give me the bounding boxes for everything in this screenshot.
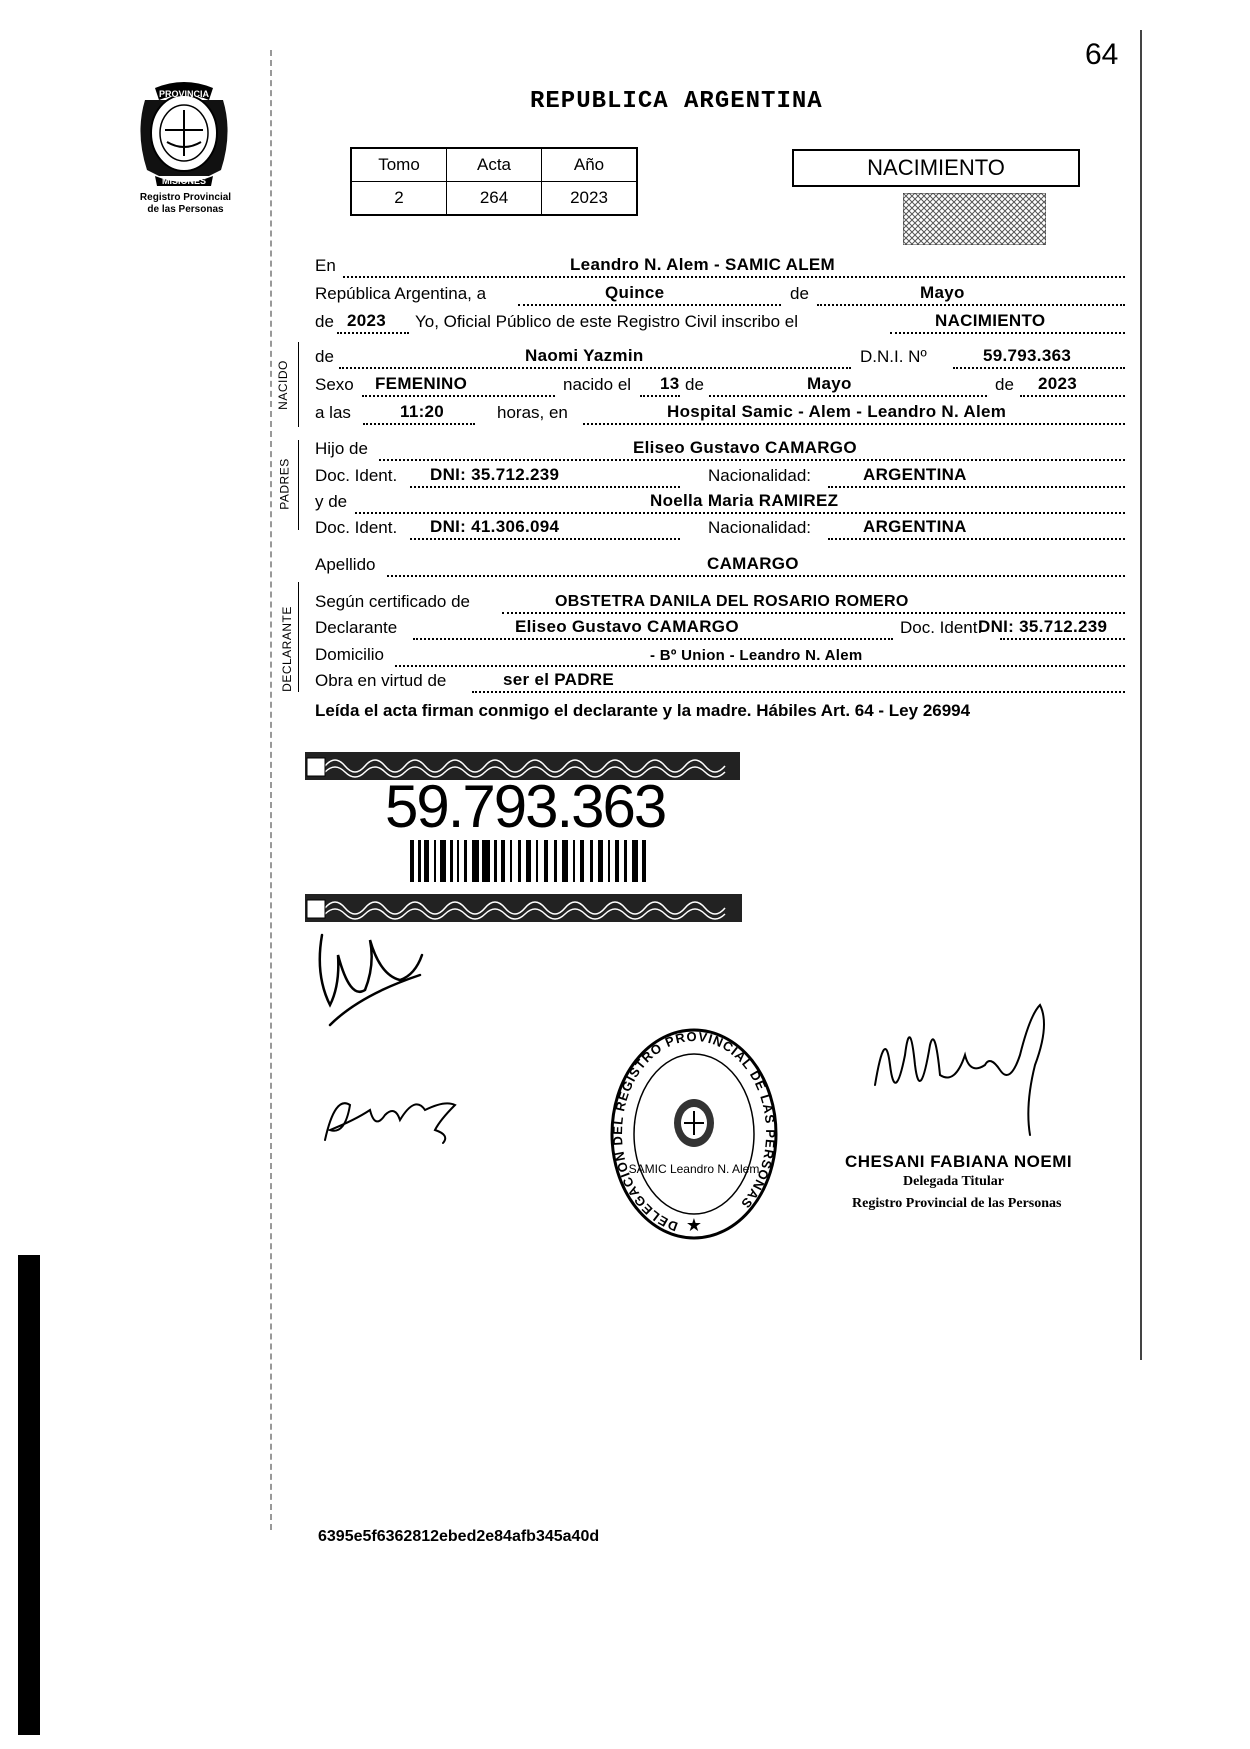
dotted-fill	[817, 286, 1125, 306]
birth-year-value: 2023	[1038, 374, 1078, 393]
section-bracket-declarante	[298, 582, 299, 692]
seal-emblem-icon	[674, 1099, 714, 1147]
obra-label: Obra en virtud de	[315, 671, 447, 690]
de2-label: de	[315, 312, 334, 331]
y-de-label: y de	[315, 492, 348, 511]
de-label: de	[790, 284, 809, 303]
nacido-el-label: nacido el	[563, 375, 632, 394]
row-nombre	[315, 343, 1125, 369]
month-value: Mayo	[920, 283, 965, 302]
name-label: de	[315, 347, 334, 366]
row-madre-doc	[315, 514, 1125, 540]
security-pattern-stamp	[903, 193, 1046, 245]
official-signature	[870, 995, 1055, 1145]
registry-label	[118, 192, 253, 216]
mother-signature	[315, 1075, 465, 1155]
de4-label: de	[995, 375, 1014, 394]
row-fecha-inscripcion	[315, 280, 1125, 306]
official-name: CHESANI FABIANA NOEMI	[845, 1152, 1073, 1171]
apellido-value: CAMARGO	[707, 554, 799, 573]
legal-text: Leída el acta firman conmigo el declarante y la madre. Hábiles Art. 64 - Ley 26994	[315, 701, 971, 720]
sexo-label: Sexo	[315, 375, 354, 394]
emblem-bottom-text: MISIONES	[161, 176, 207, 186]
row-madre	[315, 488, 1125, 514]
de3-label: de	[685, 375, 704, 394]
section-bracket-nacido	[298, 342, 299, 427]
domicilio-label: Domicilio	[315, 645, 384, 664]
document-hash: 6395e5f6362812ebed2e84afb345a40d	[318, 1528, 600, 1545]
year-value: 2023	[347, 311, 387, 330]
seal-inner-text: SAMIC Leandro N. Alem	[628, 1162, 760, 1176]
en-label: En	[315, 256, 336, 275]
row-certificado	[315, 588, 1125, 614]
official-office: Registro Provincial de las Personas	[852, 1196, 1062, 1211]
row-hora-lugar	[315, 399, 1125, 425]
tomo-value: 2	[351, 182, 447, 216]
registry-label-line1: Registro Provincial	[139, 192, 232, 203]
row-padre	[315, 435, 1125, 461]
day-value: Quince	[605, 283, 665, 302]
anio-header: Año	[542, 148, 638, 182]
record-table	[350, 147, 638, 216]
segun-certificado-label: Según certificado de	[315, 592, 470, 611]
right-margin-rule	[1140, 30, 1142, 1360]
inscribo-value: NACIMIENTO	[935, 311, 1046, 330]
declarante-value: Eliseo Gustavo CAMARGO	[515, 617, 739, 636]
madre-value: Noella Maria RAMIREZ	[650, 491, 839, 510]
madre-nacionalidad-value: ARGENTINA	[863, 517, 967, 536]
dni-barcode	[410, 840, 650, 882]
document-title: REPUBLICA ARGENTINA	[530, 88, 823, 115]
official-seal-stamp	[608, 1023, 780, 1245]
republica-label: República Argentina, a	[315, 284, 487, 303]
section-bracket-padres	[298, 440, 299, 530]
row-padre-doc	[315, 462, 1125, 488]
tomo-header: Tomo	[351, 148, 447, 182]
certificado-value: OBSTETRA DANILA DEL ROSARIO ROMERO	[555, 593, 909, 610]
anio-value: 2023	[542, 182, 638, 216]
row-sexo-fecha	[315, 371, 1125, 397]
scan-edge-shadow	[18, 1255, 40, 1735]
apellido-label: Apellido	[315, 555, 376, 574]
doc-ident-label: Doc. Ident.	[315, 466, 398, 485]
birth-month-value: Mayo	[807, 374, 852, 393]
nacionalidad-label: Nacionalidad:	[708, 466, 812, 485]
padre-nacionalidad-value: ARGENTINA	[863, 465, 967, 484]
registry-label-line2: de las Personas	[147, 204, 224, 215]
record-table-header-row	[351, 148, 637, 182]
row-lugar	[315, 252, 1125, 278]
seal-star-icon: ★	[685, 1215, 703, 1235]
provincial-emblem-logo	[125, 78, 243, 188]
hora-value: 11:20	[400, 402, 445, 421]
doc-ident-label: Doc. Ident.	[315, 518, 398, 537]
row-anio-inscribo	[315, 308, 1125, 334]
domicilio-value: - Bº Union - Leandro N. Alem	[650, 647, 863, 664]
padre-value: Eliseo Gustavo CAMARGO	[633, 438, 857, 457]
row-domicilio	[315, 641, 1125, 667]
nacionalidad-label: Nacionalidad:	[708, 518, 812, 537]
row-obra	[315, 667, 1125, 693]
official-role: Delegada Titular	[903, 1174, 1004, 1189]
hijo-de-label: Hijo de	[315, 439, 368, 458]
madre-doc-value: DNI: 41.306.094	[430, 517, 560, 536]
dni-sticker-number: 59.793.363	[385, 773, 666, 840]
declarant-signature	[310, 915, 430, 1045]
birth-day-value: 13	[660, 374, 680, 393]
dni-label: D.N.I. Nº	[860, 347, 927, 366]
act-type-box: NACIMIENTO	[792, 149, 1080, 187]
yo-label: Yo, Oficial Público de este Registro Civil inscribo el	[415, 312, 798, 331]
section-label-padres: PADRES	[277, 458, 292, 510]
seal-text: DELEGACION DEL REGISTRO PROVINCIAL DE LAS PERSONAS	[609, 1028, 779, 1235]
declarante-doc-value: DNI: 35.712.239	[978, 617, 1108, 636]
declarante-doc-label: Doc. Ident.	[900, 618, 983, 637]
acta-value: 264	[447, 182, 542, 216]
page-number: 64	[1085, 38, 1119, 71]
section-label-declarante: DECLARANTE	[279, 606, 294, 692]
dni-value: 59.793.363	[983, 346, 1072, 365]
record-table-value-row	[351, 182, 637, 216]
section-label-nacido: NACIDO	[275, 360, 290, 410]
lugar-nacimiento-value: Hospital Samic - Alem - Leandro N. Alem	[667, 402, 1007, 421]
alas-label: a las	[315, 403, 351, 422]
acta-header: Acta	[447, 148, 542, 182]
padre-doc-value: DNI: 35.712.239	[430, 465, 560, 484]
lugar-inscripcion-value: Leandro N. Alem - SAMIC ALEM	[570, 255, 835, 274]
row-apellido	[315, 551, 1125, 577]
sexo-value: FEMENINO	[375, 374, 468, 393]
name-value: Naomi Yazmin	[525, 346, 644, 365]
emblem-top-text: PROVINCIA	[158, 89, 210, 99]
declarante-label: Declarante	[315, 618, 398, 637]
row-declarante	[315, 614, 1125, 640]
horas-en-label: horas, en	[497, 403, 568, 422]
obra-value: ser el PADRE	[503, 670, 614, 689]
left-margin-rule	[270, 50, 273, 1530]
